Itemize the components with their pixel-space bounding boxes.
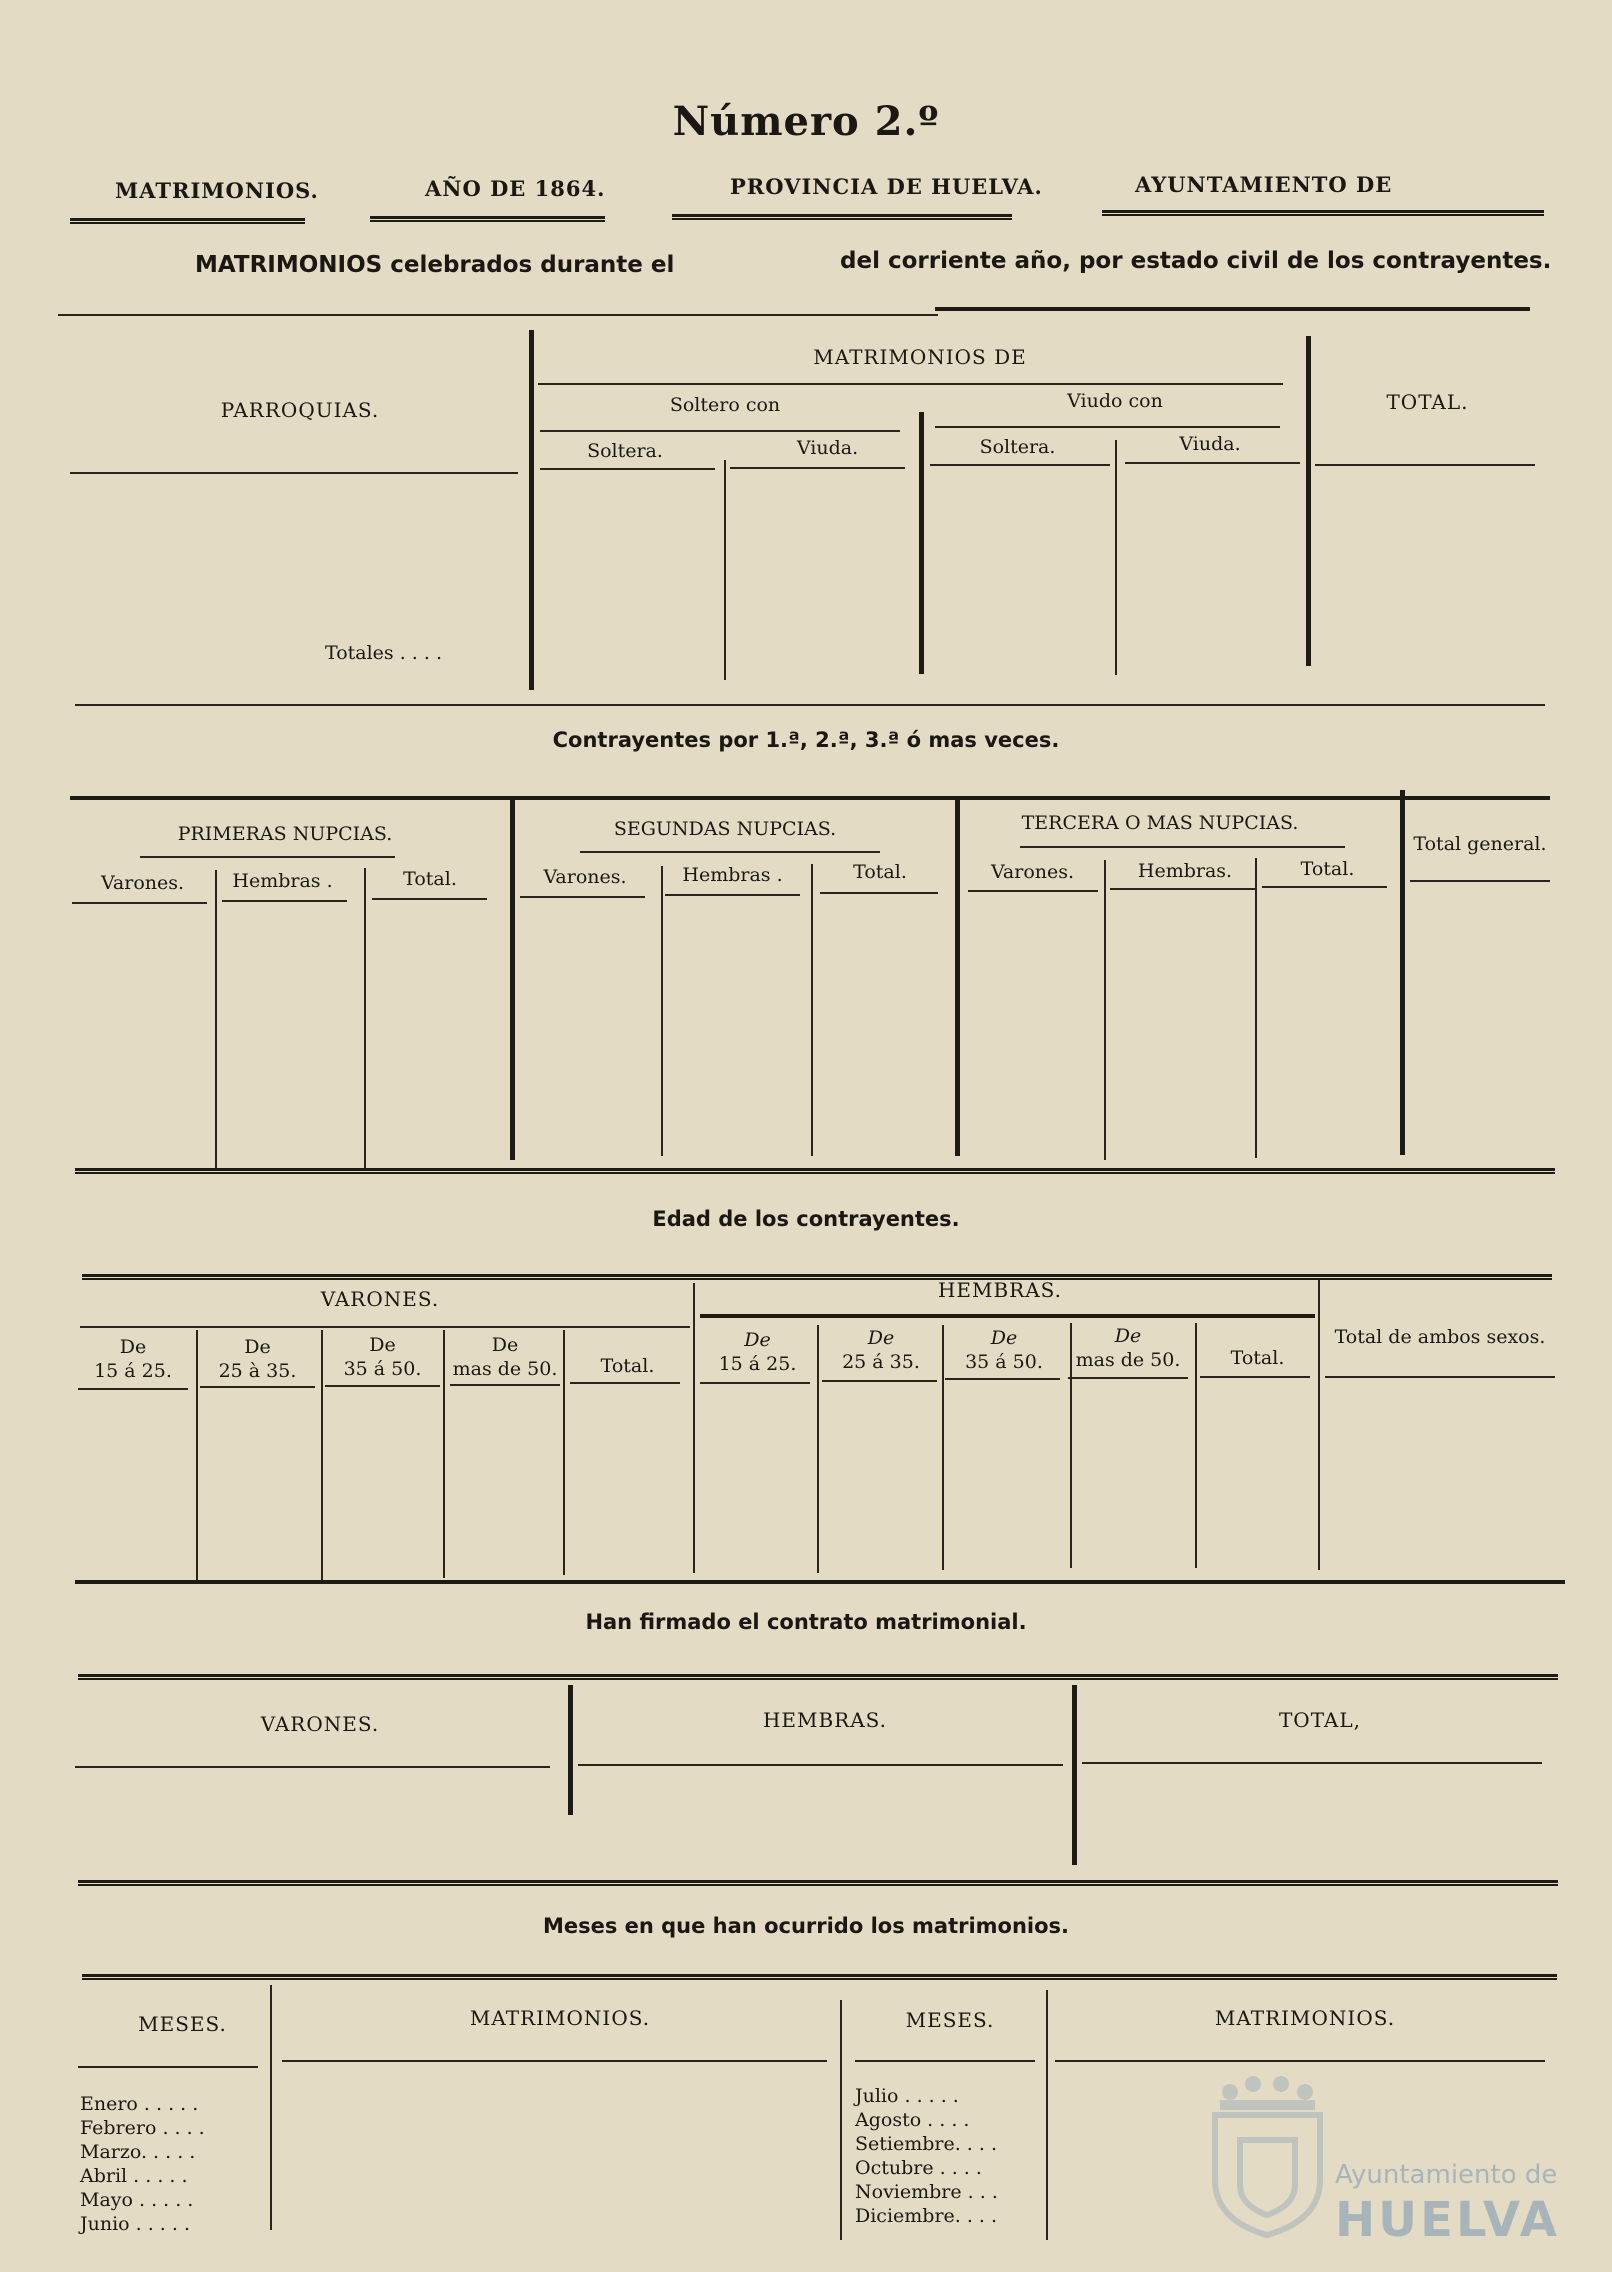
rule	[730, 467, 905, 469]
col-varones-1: Varones.	[100, 872, 185, 894]
age-v1	[78, 1335, 188, 1383]
col-matrimonios-right: MATRIMONIOS.	[1214, 2006, 1396, 2030]
rule	[75, 1168, 1555, 1174]
col-hembras-edad: HEMBRAS.	[937, 1278, 1063, 1302]
divider	[1400, 790, 1405, 1155]
col-matrimonios-de: MATRIMONIOS DE	[813, 345, 1027, 369]
col-viuda-1: Viuda.	[796, 437, 859, 459]
age-range: 35 á 50.	[965, 1351, 1043, 1373]
age-v2	[200, 1335, 315, 1383]
rule	[700, 1314, 1315, 1318]
divider	[529, 330, 534, 690]
divider	[1070, 1323, 1072, 1568]
header-matrimonios: MATRIMONIOS.	[115, 178, 319, 203]
rule	[1200, 1376, 1310, 1378]
age-h1	[700, 1328, 815, 1376]
rule	[1082, 1762, 1542, 1764]
age-de: De	[244, 1336, 271, 1358]
rule	[78, 2066, 258, 2068]
rule	[372, 898, 487, 900]
age-de: De	[744, 1329, 771, 1351]
age-range: 15 á 25.	[718, 1353, 797, 1375]
divider	[942, 1325, 944, 1570]
list-item: Setiembre. . . .	[855, 2133, 997, 2155]
age-range: 25 à 35.	[218, 1360, 297, 1382]
age-range: 35 á 50.	[343, 1358, 422, 1380]
divider	[955, 796, 960, 1156]
list-item: Julio . . . . .	[855, 2085, 959, 2107]
rule	[538, 383, 1283, 385]
rule	[450, 1384, 560, 1386]
rule	[672, 214, 1012, 220]
col-varones-2: Varones.	[543, 866, 627, 888]
rule	[930, 464, 1110, 466]
rule	[78, 1880, 1558, 1886]
col-soltera-1: Soltera.	[587, 440, 663, 462]
rule	[855, 2060, 1035, 2062]
rule	[58, 314, 938, 316]
header-ayuntamiento: AYUNTAMIENTO DE	[1135, 172, 1393, 197]
list-item: Agosto . . . .	[855, 2109, 970, 2131]
list-item: Mayo . . . . .	[80, 2189, 194, 2211]
rule	[822, 1380, 937, 1382]
age-de: De	[119, 1336, 147, 1358]
rule	[78, 1674, 1558, 1680]
rule	[578, 1764, 1063, 1766]
age-range: mas de 50.	[1075, 1349, 1181, 1371]
row-totales: Totales . . . .	[325, 642, 442, 664]
list-item: Junio . . . . .	[80, 2213, 191, 2235]
watermark-line2: HUELVA	[1335, 2192, 1560, 2248]
col-primeras-nupcias: PRIMERAS NUPCIAS.	[177, 823, 393, 845]
divider	[364, 868, 366, 1168]
age-de: De	[1114, 1325, 1142, 1347]
col-matrimonios-left: MATRIMONIOS.	[469, 2006, 651, 2030]
rule	[1020, 846, 1345, 848]
col-soltero-con: Soltero con	[669, 394, 781, 416]
age-range: 25 á 35.	[842, 1351, 920, 1373]
divider	[568, 1685, 573, 1815]
rule	[665, 894, 800, 896]
age-v-total: Total.	[600, 1355, 655, 1377]
rule	[72, 902, 207, 904]
rule	[580, 851, 880, 853]
rule	[820, 892, 938, 894]
age-de: De	[491, 1334, 519, 1356]
rule	[370, 216, 605, 222]
rule	[1068, 1377, 1188, 1379]
rule	[520, 896, 645, 898]
col-total: TOTAL.	[1386, 390, 1469, 414]
col-hembras-firma: HEMBRAS.	[762, 1708, 888, 1732]
col-hembras-1: Hembras .	[232, 870, 333, 892]
age-de: De	[369, 1334, 396, 1356]
rule	[700, 1382, 810, 1384]
divider	[724, 460, 726, 680]
rule	[1315, 464, 1535, 466]
age-h2	[822, 1326, 940, 1374]
col-total-1: Total.	[403, 868, 457, 890]
rule	[945, 1378, 1060, 1380]
rule	[70, 218, 305, 224]
col-total-general: Total general.	[1413, 833, 1547, 855]
rule	[78, 1388, 188, 1390]
col-varones-edad: VARONES.	[320, 1287, 440, 1311]
list-item: Abril . . . . .	[80, 2165, 188, 2187]
rule	[75, 1766, 550, 1768]
months-list-right	[855, 2084, 998, 2228]
divider	[563, 1330, 565, 1575]
col-total-2: Total.	[853, 861, 907, 883]
divider	[270, 1985, 272, 2230]
divider	[840, 2000, 842, 2240]
rule	[282, 2060, 827, 2062]
intro-left: MATRIMONIOS celebrados durante el	[195, 252, 675, 278]
divider	[510, 800, 515, 1160]
col-viuda-2: Viuda.	[1179, 433, 1241, 455]
divider	[693, 1283, 695, 1573]
rule	[570, 1382, 680, 1384]
col-parroquias: PARROQUIAS.	[220, 398, 380, 422]
rule	[222, 900, 347, 902]
age-h4	[1068, 1324, 1188, 1372]
col-terceras-nupcias: TERCERA O MAS NUPCIAS.	[1021, 812, 1299, 834]
rule	[325, 1385, 440, 1387]
rule	[540, 468, 715, 470]
section-title-firmado: Han firmado el contrato matrimonial.	[585, 1610, 1027, 1634]
rule	[968, 890, 1098, 892]
intro-right: del corriente año, por estado civil de los contrayentes.	[840, 248, 1552, 274]
col-total-firma: TOTAL,	[1278, 1708, 1362, 1732]
divider	[443, 1330, 445, 1578]
age-de: De	[990, 1327, 1018, 1349]
rule	[1325, 1376, 1555, 1378]
divider	[196, 1330, 198, 1580]
col-total-ambos: Total de ambos sexos.	[1334, 1326, 1546, 1348]
list-item: Octubre . . . .	[855, 2157, 982, 2179]
divider	[1255, 858, 1257, 1158]
col-segundas-nupcias: SEGUNDAS NUPCIAS.	[613, 818, 837, 840]
age-de: De	[867, 1327, 895, 1349]
rule	[70, 796, 1550, 800]
col-hembras-3: Hembras.	[1137, 860, 1233, 882]
divider	[1115, 440, 1117, 675]
col-meses-right: MESES.	[905, 2008, 995, 2032]
section-title-edad: Edad de los contrayentes.	[652, 1207, 960, 1231]
divider	[1306, 336, 1311, 666]
col-soltera-2: Soltera.	[979, 436, 1056, 458]
list-item: Enero . . . . .	[80, 2093, 199, 2115]
header-year: AÑO DE 1864.	[425, 176, 606, 201]
col-varones-firma: VARONES.	[260, 1712, 380, 1736]
rule	[1110, 888, 1255, 890]
divider	[321, 1330, 323, 1580]
divider	[661, 866, 663, 1156]
divider	[1072, 1685, 1077, 1865]
watermark-line1: Ayuntamiento de	[1335, 2160, 1558, 2190]
list-item: Febrero . . . .	[80, 2117, 205, 2139]
divider	[817, 1325, 819, 1573]
divider	[215, 870, 217, 1170]
rule	[75, 1580, 1565, 1584]
rule	[1410, 880, 1550, 882]
age-h3	[945, 1326, 1063, 1374]
section-title-nupcias: Contrayentes por 1.ª, 2.ª, 3.ª ó mas veces.	[552, 728, 1060, 752]
col-meses-left: MESES.	[138, 2012, 227, 2036]
divider	[811, 864, 813, 1156]
rule	[540, 430, 900, 432]
age-v4	[450, 1333, 560, 1381]
rule	[935, 426, 1280, 428]
rule	[70, 472, 518, 474]
divider	[919, 412, 924, 674]
months-list-left	[80, 2092, 205, 2236]
list-item: Diciembre. . . .	[855, 2205, 998, 2227]
divider	[1046, 1990, 1048, 2240]
rule	[75, 704, 1545, 706]
rule	[140, 856, 395, 858]
age-range: 15 á 25.	[94, 1360, 172, 1382]
age-range: mas de 50.	[452, 1358, 558, 1380]
list-item: Noviembre . . .	[855, 2181, 998, 2203]
list-item: Marzo. . . . .	[80, 2141, 196, 2163]
rule	[1262, 886, 1387, 888]
divider	[1104, 860, 1106, 1160]
rule	[82, 1974, 1557, 1980]
rule	[1102, 210, 1544, 216]
divider	[1318, 1280, 1320, 1570]
section-title-meses: Meses en que han ocurrido los matrimonios.	[542, 1914, 1070, 1938]
col-varones-3: Varones.	[990, 861, 1075, 883]
header-province: PROVINCIA DE HUELVA.	[730, 174, 1043, 199]
rule	[1055, 2060, 1545, 2062]
rule	[80, 1326, 690, 1328]
form-number: Número 2.º	[672, 98, 940, 145]
age-v3	[325, 1333, 440, 1381]
col-hembras-2: Hembras .	[682, 864, 783, 886]
col-viudo-con: Viudo con	[1067, 390, 1163, 412]
rule	[935, 307, 1530, 311]
rule	[200, 1386, 315, 1388]
col-total-3: Total.	[1300, 858, 1355, 880]
age-h-total: Total.	[1230, 1347, 1285, 1369]
divider	[1195, 1323, 1197, 1568]
rule	[1125, 462, 1300, 464]
coat-of-arms-watermark-icon	[1195, 2070, 1340, 2240]
